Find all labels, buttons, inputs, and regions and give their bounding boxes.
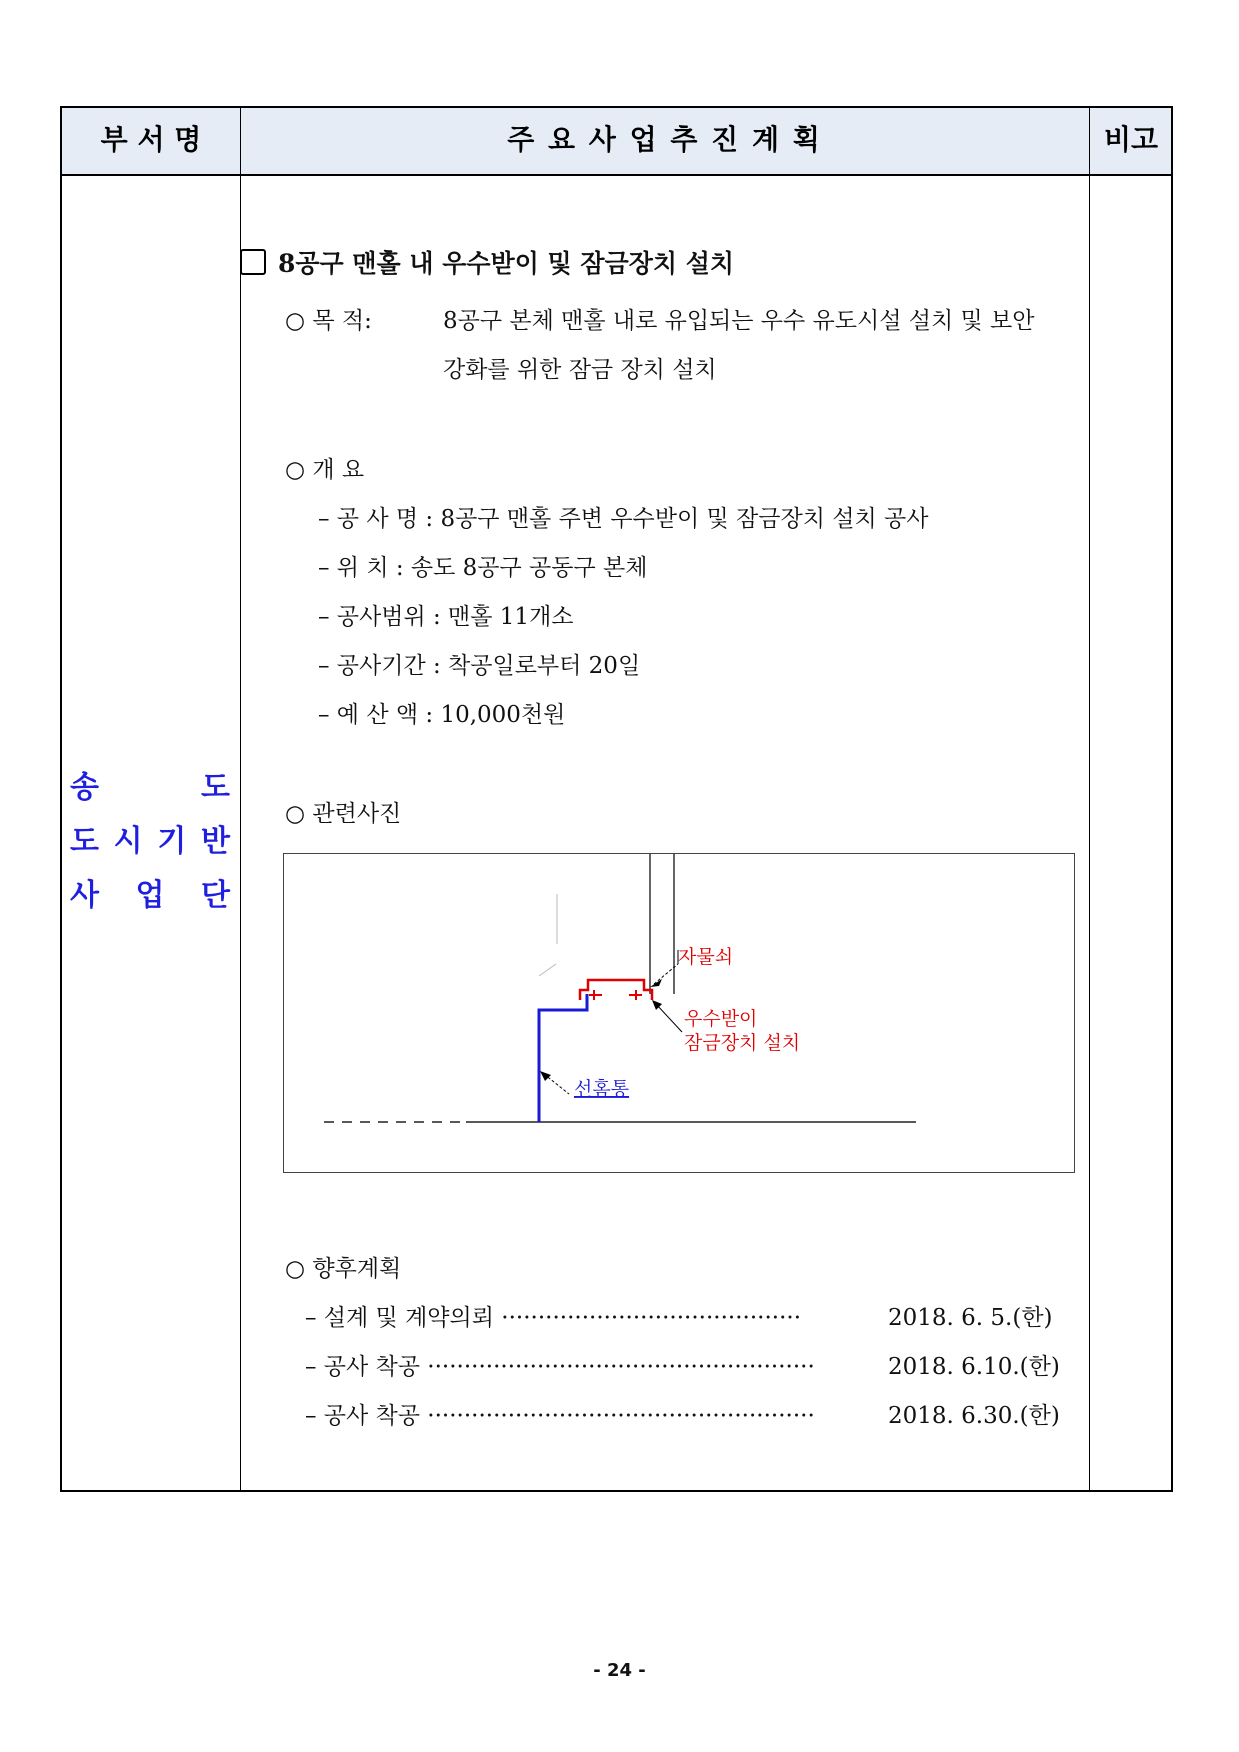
related-photo-diagram — [283, 853, 1075, 1173]
plan-date: 2018. 6.30.(한) — [888, 1403, 1060, 1429]
downspout-line — [539, 994, 587, 1122]
purpose-line-2: 강화를 위한 잠금 장치 설치 — [443, 357, 717, 383]
purpose-label: ○ 목 적: — [285, 308, 372, 334]
callout-leader — [656, 1004, 682, 1032]
dept-char: 단 — [201, 878, 230, 913]
dept-char: 사 — [70, 878, 99, 913]
callout-padlock: 자물쇠 — [678, 946, 734, 968]
section-title — [240, 244, 734, 280]
arrow-head-icon — [540, 1071, 551, 1081]
arrow-head-icon — [650, 979, 662, 987]
dept-char: 도 — [201, 770, 230, 805]
dept-char: 업 — [135, 878, 165, 913]
callout-lock-install: 잠금장치 설치 — [684, 1032, 801, 1054]
plan-date: 2018. 6. 5.(한) — [888, 1305, 1053, 1331]
purpose-line-1: 8공구 본체 맨홀 내로 유입되는 우수 유도시설 설치 및 보안 — [443, 308, 1035, 334]
plan-date: 2018. 6.10.(한) — [888, 1354, 1060, 1380]
dept-line-2 — [70, 816, 230, 860]
dept-char: 반 — [201, 824, 230, 859]
column-divider — [240, 108, 241, 1490]
column-divider — [1089, 108, 1090, 1490]
header-note: 비고 — [1103, 123, 1159, 156]
dept-char: 송 — [70, 770, 99, 805]
section-title-text: 8공구 맨홀 내 우수받이 및 잠금장치 설치 — [278, 249, 735, 278]
plan-item: – 공사 착공 ····················································· — [305, 1354, 815, 1380]
plan-label: ○ 향후계획 — [285, 1256, 402, 1282]
dept-char: 기 — [157, 824, 187, 859]
header-plan: 주 요 사 업 추 진 계 획 — [507, 123, 822, 156]
dept-line-1 — [70, 762, 230, 806]
page-number: - 24 - — [593, 1660, 646, 1681]
header-dept: 부 서 명 — [100, 123, 202, 156]
dept-char: 시 — [113, 824, 143, 859]
dept-char: 도 — [70, 824, 99, 859]
plan-item: – 공사 착공 ····················································· — [305, 1403, 815, 1429]
rain-gutter-lock — [580, 980, 652, 1000]
overview-item: – 위 치 : 송도 8공구 공동구 본체 — [318, 555, 648, 581]
manhole-diagram — [284, 854, 1074, 1172]
faint-line — [539, 964, 556, 976]
overview-item: – 공사범위 : 맨홀 11개소 — [318, 604, 574, 630]
overview-label: ○ 개 요 — [285, 457, 365, 483]
callout-gutter: 우수받이 — [684, 1008, 758, 1030]
photo-label: ○ 관련사진 — [285, 801, 402, 827]
callout-downspout: 선홈통 — [574, 1078, 630, 1100]
overview-item: – 공 사 명 : 8공구 맨홀 주변 우수받이 및 잠금장치 설치 공사 — [318, 506, 929, 532]
overview-item: – 예 산 액 : 10,000천원 — [318, 702, 566, 728]
checkbox-square-icon — [240, 249, 266, 275]
dept-line-3 — [70, 870, 230, 914]
plan-item: – 설계 및 계약의뢰 ········································· — [305, 1305, 802, 1331]
overview-item: – 공사기간 : 착공일로부터 20일 — [318, 653, 641, 679]
